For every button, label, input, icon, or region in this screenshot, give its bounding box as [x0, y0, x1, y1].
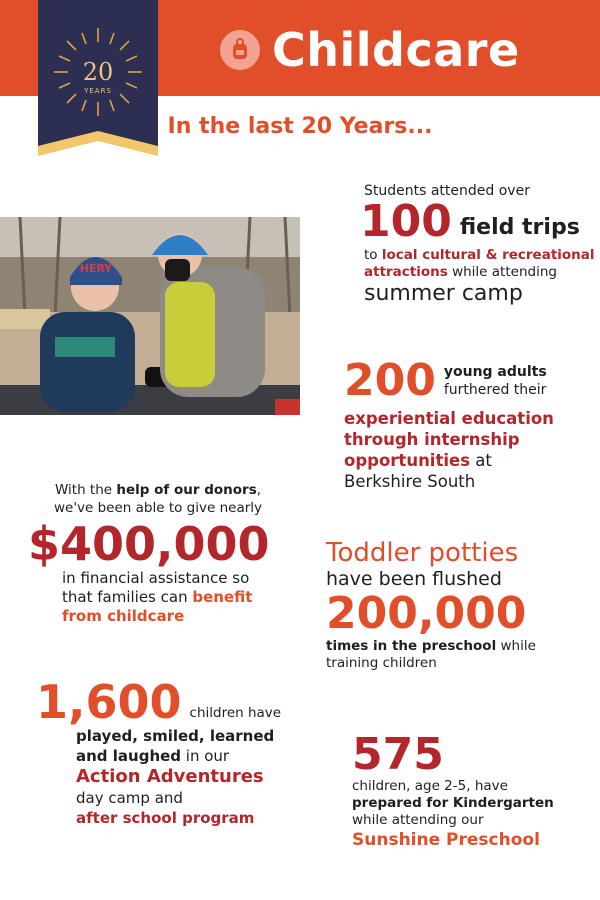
after-school-program: after school program	[76, 809, 255, 827]
young-adults-label: young adults	[443, 364, 547, 380]
backpack-icon	[220, 30, 260, 70]
children-line-2	[76, 746, 296, 766]
children-aside: children have	[189, 705, 282, 721]
hat-text: HERY	[79, 262, 113, 275]
young-adults-aside	[444, 363, 547, 399]
potties-tail	[326, 638, 596, 672]
field-trips-detail	[360, 247, 600, 281]
children-detail	[36, 726, 296, 828]
field-trips-to: to	[364, 247, 382, 263]
donors-lead-1: With the	[54, 482, 117, 498]
children-stat	[36, 675, 296, 828]
sunshine-preschool: Sunshine Preschool	[352, 830, 540, 850]
children-number: 1,600	[36, 675, 182, 729]
subtitle: In the last 20 Years...	[167, 114, 433, 139]
potties-line-2: have been flushed	[326, 568, 502, 590]
field-trips-label: field trips	[459, 215, 580, 240]
children-line-1: played, smiled, learned	[76, 727, 275, 745]
field-trips-while: while attending	[447, 264, 557, 280]
children-photo	[0, 217, 300, 415]
children-line-2b: in our	[181, 747, 230, 765]
young-adults-furthered: furthered their	[443, 382, 547, 398]
donors-lead-3: we've been able to give nearly	[53, 500, 263, 516]
children-line-3: day camp and	[76, 789, 183, 807]
potties-number: 200,000	[326, 588, 527, 639]
page-title: Childcare	[272, 23, 520, 77]
donors-lead-bold: help of our donors	[116, 482, 257, 498]
preschool-stat	[352, 729, 592, 851]
young-adults-at: at	[470, 451, 492, 470]
young-adults-number: 200	[344, 355, 436, 406]
potties-tail-bold: times in the preschool	[326, 638, 497, 654]
donors-benefit-1: benefit	[192, 588, 253, 606]
badge-number: 20	[82, 58, 114, 86]
action-adventures: Action Adventures	[76, 766, 264, 787]
potties-tail-while: while	[496, 638, 536, 654]
donors-amount: $400,000	[28, 517, 270, 571]
potties-tail-2: training children	[326, 655, 437, 671]
experiential-education: experiential education through internship opportunities	[344, 409, 554, 470]
preschool-number: 575	[352, 729, 444, 780]
summer-camp-label: summer camp	[364, 281, 523, 306]
potties-stat	[326, 538, 596, 672]
donors-lead	[28, 481, 288, 517]
title-wrap	[220, 20, 520, 80]
young-adults-stat	[344, 355, 594, 492]
donors-tail-1: in financial assistance so	[62, 569, 250, 587]
field-trips-highlight: local cultural & recreational attractions	[364, 247, 595, 280]
potties-line-1: Toddler potties	[326, 538, 519, 568]
preschool-line-3: while attending our	[352, 812, 484, 828]
donors-tail-2: that families can	[62, 588, 193, 606]
berkshire-south: Berkshire South	[344, 472, 476, 491]
donors-stat	[28, 481, 288, 626]
field-trips-stat	[360, 183, 600, 307]
donors-tail	[28, 569, 288, 626]
field-trips-lead: Students attended over	[364, 183, 530, 199]
badge-word: YEARS	[84, 87, 112, 95]
children-line-2a: and laughed	[76, 747, 182, 765]
donors-lead-2: ,	[256, 482, 262, 498]
donors-benefit-2: from childcare	[62, 607, 185, 625]
young-adults-detail	[344, 408, 594, 492]
preschool-line-1: children, age 2-5, have	[352, 778, 508, 794]
field-trips-number: 100	[360, 196, 452, 247]
preschool-line-2: prepared for Kindergarten	[352, 795, 554, 811]
